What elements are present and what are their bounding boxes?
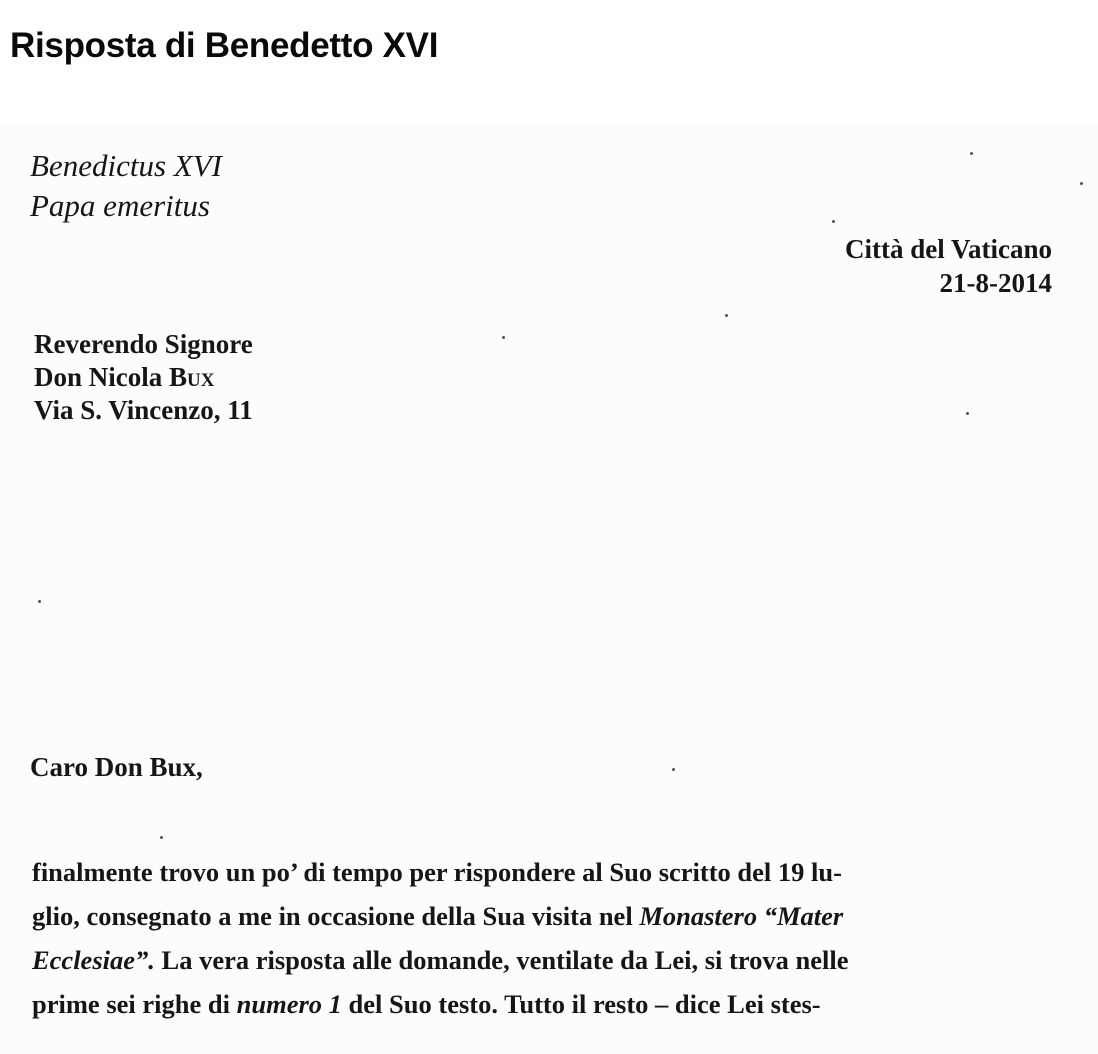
sender-name: Benedictus XVI [30,148,222,183]
scan-speck [725,314,728,317]
recipient-block [34,328,253,425]
letter-place: Città del Vaticano [844,234,1052,264]
scan-speck [970,152,973,155]
place-date-block [845,232,1052,300]
body-line-2-text: glio, consegnato a me in occasione della Sua visita nel [32,901,640,931]
scan-speck [672,768,675,771]
body-line-4 [32,982,849,1026]
scan-speck [832,220,835,223]
body-line-4-text-a: prime sei righe di [32,989,237,1019]
scan-speck [160,836,163,839]
letter-scan [0,122,1098,1054]
body-line-3 [32,938,849,982]
recipient-name-rest: ux [187,362,215,392]
scan-speck [502,336,505,339]
body-line-3-text: La vera risposta alle domande, ventilate da Lei, si trova nelle [154,945,849,975]
recipient-name-prefix: Don Nicola B [34,362,188,392]
body-line-4-italic: numero 1 [236,989,342,1019]
letter-body [32,850,849,1026]
letter-greeting: Caro Don Bux, [30,752,203,782]
scan-speck [1080,182,1083,185]
sender-block [30,146,222,226]
page-title: Risposta di Benedetto XVI [10,26,439,65]
body-line-4-text-b: del Suo testo. Tutto il resto – dice Lei stes- [341,989,821,1019]
body-line-3-italic: Ecclesiae”. [32,945,155,975]
scan-speck [38,600,41,603]
recipient-name [34,361,253,394]
body-line-2-italic: Monastero “Mater [639,901,844,931]
letter-date: 21-8-2014 [939,268,1052,298]
body-line-1: finalmente trovo un po’ di tempo per rispondere al Suo scritto del 19 lu- [32,857,842,887]
sender-title: Papa emeritus [30,188,210,223]
recipient-salutation: Reverendo Signore [34,329,253,359]
recipient-address-cut: Via S. Vincenzo, 11 [34,395,253,425]
body-line-2 [32,894,849,938]
scan-speck [966,412,969,415]
